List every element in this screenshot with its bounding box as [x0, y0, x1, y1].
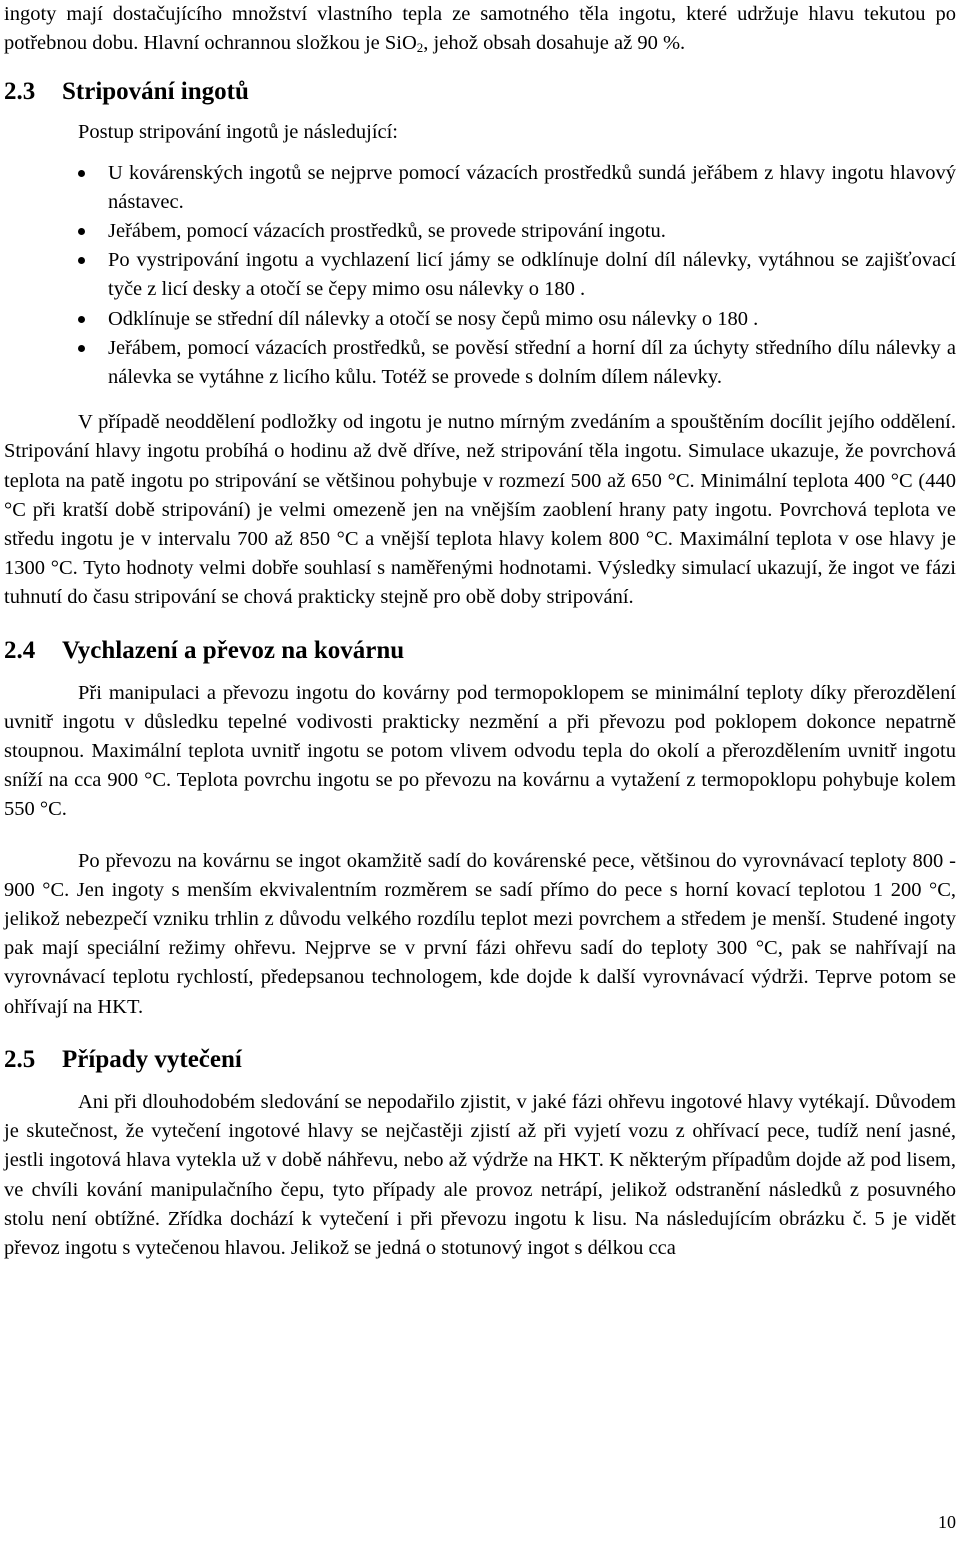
- section-title: Stripování ingotů: [62, 78, 249, 106]
- bullet-text: U kovárenských ingotů se nejprve pomocí vázacích prostředků sundá jeřábem z hlavy ingotu hlavový nástavec.: [108, 161, 956, 213]
- body-paragraph: Při manipulaci a převozu ingotu do kovárny pod termopoklopem se minimální teploty díky přerozdělení uvnitř ingotu v důsledku tepelné vodivosti prakticky nezmění a při převozu pod poklopem dokonce nepatrně stoupnou. Maximální teplota uvnitř ingotu se potom vlivem odvodu tepla do okolí a přerozdělením uvnitř ingotu sníží na cca 900 °C. Teplota povrchu ingotu se po převozu na kovárnu a vytažení z termopoklopu pohybuje kolem 550 °C.: [4, 681, 956, 821]
- bullet-item: [108, 246, 956, 304]
- bullet-item: [108, 159, 956, 217]
- section-title: Vychlazení a převoz na kovárnu: [62, 636, 405, 664]
- bullet-text: Odklínuje se střední díl nálevky a otočí se nosy čepů mimo osu nálevky o 180 .: [108, 307, 759, 330]
- section-title: Případy vytečení: [62, 1045, 242, 1073]
- bullet-item: [108, 217, 956, 246]
- body-paragraph: Ani při dlouhodobém sledování se nepodařilo zjistit, v jaké fázi ohřevu ingotové hlavy vytékají. Důvodem je skutečnost, že vytečení ingotové hlavy se nejčastěji zjistí až při vyjetí vozu z ohřívací pece, tudíž není jasné, jestli ingotová hlava vytekla už v době náhřevu, nebo až výdrže na HKT. K některým případům dojde až pod lisem, ve chvíli kování manipulačního čepu, tyto případy ale provoz netrápí, jelikož odstranění následků z posuvného stolu není obtížné. Zřídka dochází k vytečení i při převozu ingotu k lisu. Na následujícím obrázku č. 5 je vidět převoz ingotu s vytečenou hlavou. Jelikož se jedná o stotunový ingot s délkou cca: [4, 1090, 956, 1259]
- page-number: 10: [938, 1512, 956, 1532]
- body-paragraph: V případě neoddělení podložky od ingotu je nutno mírným zvedáním a spouštěním docílit jejího oddělení. Stripování hlavy ingotu probíhá o hodinu až dvě dříve, než stripování těla ingotu. Simulace ukazuje, že povrchová teplota na patě ingotu po stripování se většinou pohybuje v rozmezí 500 až 650 °C. Minimální teplota 400 °C (440 °C při kratší době stripování) je velmi omezeně jen na vnějším zaoblení hrany paty ingotu. Povrchová teplota ve středu ingotu je v intervalu 700 až 850 °C a vnější teplota hlavy kolem 800 °C. Maximální teplota v ose hlavy je 1300 °C. Tyto hodnoty velmi dobře souhlasí s naměřenými hodnotami. Výsledky simulací ukazují, že ingot ve fázi tuhnutí do času stripování se chová prakticky stejně pro obě doby stripování.: [4, 411, 956, 609]
- bullet-list: [4, 159, 956, 393]
- section-number: 2.3: [4, 78, 36, 106]
- section-heading-2-4: [4, 637, 956, 665]
- section-number: 2.5: [4, 1045, 36, 1073]
- bullet-text: Jeřábem, pomocí vázacích prostředků, se pověsí střední a horní díl za úchyty středního dílu nálevky a nálevka se vytáhne z licího kůlu. Totéž se provede s dolním dílem nálevky.: [108, 336, 956, 389]
- section-heading-2-5: [4, 1046, 956, 1074]
- bullet-icon: [78, 170, 85, 177]
- section-heading-2-3: [4, 78, 956, 106]
- bullet-icon: [78, 345, 85, 352]
- bullet-text: Jeřábem, pomocí vázacích prostředků, se provede stripování ingotu.: [108, 220, 666, 243]
- intro-text: ingoty mají dostačujícího množství vlastního tepla ze samotného těla ingotu, které udržuje hlavu tekutou po potřebnou dobu. Hlavní ochrannou složkou je SiO: [4, 3, 956, 55]
- bullet-item: [108, 305, 956, 334]
- bullet-icon: [78, 228, 85, 235]
- body-paragraph: Po převozu na kovárnu se ingot okamžitě sadí do kovárenské pece, většinou do vyrovnávací teploty 800 - 900 °C. Jen ingoty s menším ekvivalentním rozměrem se sadí přímo do pece s horní kovací teplotou 1 200 °C, jelikož nebezpečí vzniku trhlin z důvodu velkého rozdílu teplot mezi povrchem a středem je menší. Studené ingoty pak mají speciální režimy ohřevu. Nejprve se v první fázi ohřevu sadí do teploty 300 °C, pak se nahřívají na vyrovnávací teplotu rychlostí, předepsanou technologem, kde dojde k další vyrovnávací výdrži. Teprve potom se ohřívají na HKT.: [4, 849, 956, 1018]
- section-number: 2.4: [4, 636, 36, 664]
- subscript: 2: [416, 40, 424, 56]
- lead-paragraph: Postup stripování ingotů je následující:: [78, 121, 399, 144]
- bullet-icon: [78, 257, 85, 264]
- document-page: [4, 0, 956, 1263]
- bullet-item: [108, 334, 956, 392]
- intro-text-end: , jehož obsah dosahuje až 90 %.: [423, 32, 686, 55]
- bullet-icon: [78, 316, 85, 323]
- intro-paragraph: [4, 0, 956, 58]
- bullet-text: Po vystripování ingotu a vychlazení licí jámy se odklínuje dolní díl nálevky, vytáhnou se zajišťovací tyče z licí desky a otočí se čepy mimo osu nálevky o 180 .: [108, 249, 956, 301]
